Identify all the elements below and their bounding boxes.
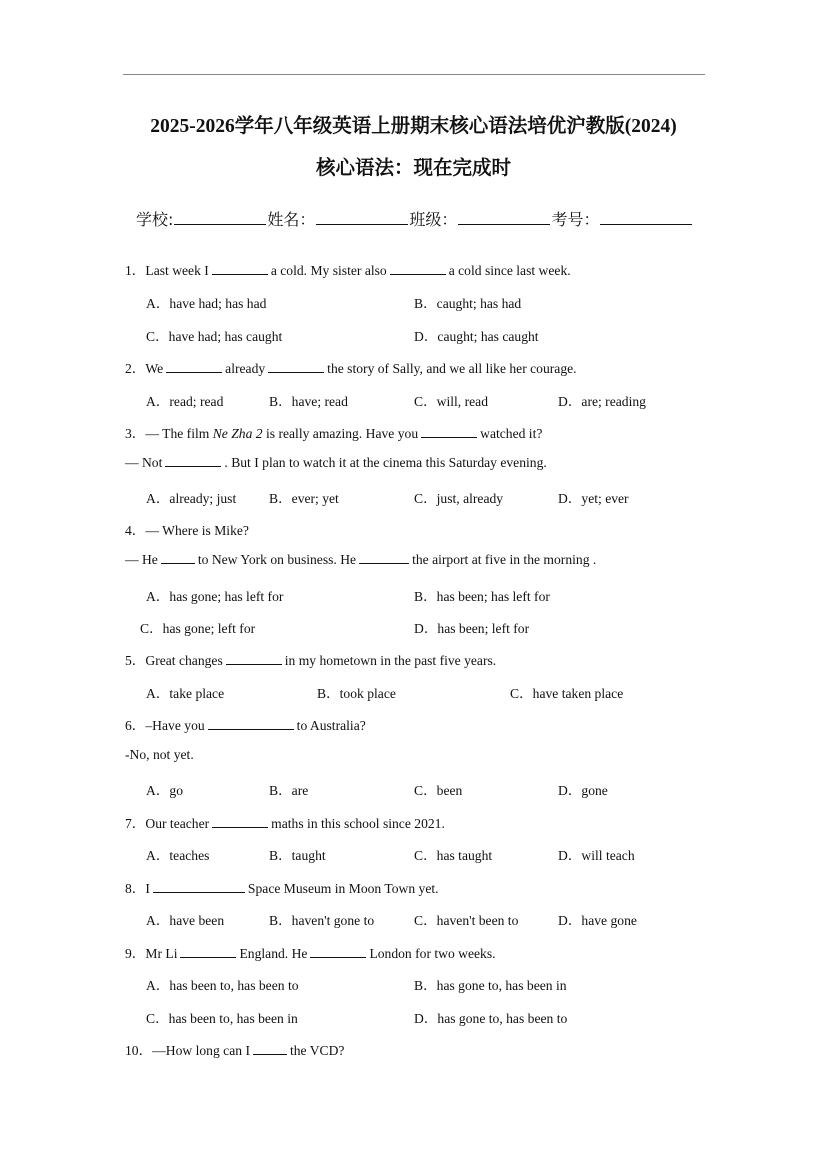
q10-text-a: 10．—How long can I — [125, 1043, 250, 1058]
number-field[interactable] — [600, 210, 692, 225]
q9-option-c[interactable]: C．has been to, has been in — [146, 1011, 298, 1026]
question-7 — [125, 812, 445, 832]
q7-option-c[interactable]: C．has taught — [414, 848, 493, 863]
question-8 — [125, 877, 439, 897]
q1-text-b: a cold. My sister also — [270, 263, 387, 278]
q3-text-a: 3．— The film — [125, 426, 210, 441]
q7-option-a[interactable]: A．teaches — [146, 848, 210, 863]
q6-text-a: 6．–Have you — [125, 718, 205, 733]
q10-text-b: the VCD? — [289, 1043, 345, 1058]
q8-option-c[interactable]: C．haven't been to — [414, 913, 519, 928]
q6-option-d[interactable]: D．gone — [558, 783, 608, 798]
q3-text-c: watched it? — [480, 426, 543, 441]
name-field[interactable] — [316, 210, 408, 225]
question-1 — [125, 259, 571, 279]
q7-blank-1[interactable] — [212, 817, 268, 828]
q9-blank-2[interactable] — [310, 947, 366, 958]
q4-option-b[interactable]: B．has been; has left for — [414, 589, 550, 604]
question-4-reply — [125, 552, 596, 568]
q3-option-b[interactable]: B．ever; yet — [269, 491, 339, 506]
q6-text-b: to Australia? — [296, 718, 366, 733]
q5-text-a: 5．Great changes — [125, 653, 223, 668]
q4-option-d[interactable]: D．has been; left for — [414, 621, 530, 636]
q4-text-b: — He — [125, 552, 158, 567]
q7-text-b: maths in this school since 2021. — [271, 816, 445, 831]
question-5 — [125, 649, 496, 669]
q4-text-c: to New York on business. He — [197, 552, 357, 567]
q9-text-a: 9．Mr Li — [125, 946, 178, 961]
q2-option-d[interactable]: D．are; reading — [558, 394, 646, 409]
q8-option-b[interactable]: B．haven't gone to — [269, 913, 375, 928]
q2-option-c[interactable]: C．will, read — [414, 394, 488, 409]
q2-text-b: already — [225, 361, 266, 376]
question-3 — [125, 422, 542, 442]
question-4: 4．— Where is Mike? — [125, 523, 249, 538]
question-6 — [125, 714, 366, 734]
question-10 — [125, 1039, 344, 1059]
q10-blank-1[interactable] — [253, 1044, 287, 1055]
question-6-reply: -No, not yet. — [125, 747, 194, 762]
header-rule — [123, 74, 705, 75]
school-field[interactable] — [174, 210, 266, 225]
q2-text-c: the story of Sally, and we all like her courage. — [327, 361, 577, 376]
q4-blank-1[interactable] — [161, 553, 195, 564]
q2-option-b[interactable]: B．have; read — [269, 394, 348, 409]
q2-option-a[interactable]: A．read; read — [146, 394, 224, 409]
q8-text-b: Space Museum in Moon Town yet. — [247, 881, 439, 896]
q8-blank-1[interactable] — [153, 882, 245, 893]
q3-text-e: . But I plan to watch it at the cinema this Saturday evening. — [224, 455, 547, 470]
q7-text-a: 7．Our teacher — [125, 816, 210, 831]
q5-option-c[interactable]: C．have taken place — [510, 686, 624, 701]
q1-option-c[interactable]: C．have had; has caught — [146, 329, 283, 344]
q4-option-c[interactable]: C．has gone; left for — [140, 621, 256, 636]
q1-blank-1[interactable] — [212, 264, 268, 275]
q1-blank-2[interactable] — [390, 264, 446, 275]
question-2 — [125, 357, 577, 377]
q9-option-b[interactable]: B．has gone to, has been in — [414, 978, 567, 993]
q6-blank-1[interactable] — [208, 719, 294, 730]
q8-option-a[interactable]: A．have been — [146, 913, 225, 928]
q3-blank-2[interactable] — [165, 456, 221, 467]
q1-text-c: a cold since last week. — [448, 263, 571, 278]
q7-option-d[interactable]: D．will teach — [558, 848, 635, 863]
q6-option-c[interactable]: C．been — [414, 783, 463, 798]
name-label: 姓名： — [267, 210, 316, 229]
q1-option-a[interactable]: A．have had; has had — [146, 296, 267, 311]
q6-option-a[interactable]: A．go — [146, 783, 184, 798]
q2-text-a: 2．We — [125, 361, 164, 376]
page-subtitle: 核心语法：现在完成时 — [315, 158, 511, 179]
school-label: 学校: — [136, 210, 174, 229]
q5-text-b: in my hometown in the past five years. — [284, 653, 497, 668]
q2-blank-1[interactable] — [166, 362, 222, 373]
number-label: 考号： — [551, 210, 600, 229]
q3-option-c[interactable]: C．just, already — [414, 491, 504, 506]
question-9 — [125, 942, 496, 962]
q3-option-d[interactable]: D．yet; ever — [558, 491, 629, 506]
q4-text-d: the airport at five in the morning . — [412, 552, 597, 567]
q4-blank-2[interactable] — [359, 553, 409, 564]
class-field[interactable] — [458, 210, 550, 225]
q9-option-d[interactable]: D．has gone to, has been to — [414, 1011, 568, 1026]
q8-text-a: 8．I — [125, 881, 150, 896]
q1-option-b[interactable]: B．caught; has had — [414, 296, 522, 311]
q3-option-a[interactable]: A．already; just — [146, 491, 237, 506]
question-3-reply — [125, 455, 547, 471]
q9-text-b: England. He — [239, 946, 308, 961]
q1-text-a: 1．Last week I — [125, 263, 209, 278]
q3-text-d: — Not — [125, 455, 163, 470]
q3-blank-1[interactable] — [421, 427, 477, 438]
q1-option-d[interactable]: D．caught; has caught — [414, 329, 539, 344]
q3-text-b: is really amazing. Have you — [266, 426, 419, 441]
q8-option-d[interactable]: D．have gone — [558, 913, 637, 928]
q9-option-a[interactable]: A．has been to, has been to — [146, 978, 299, 993]
class-label: 班级： — [409, 210, 458, 229]
q9-blank-1[interactable] — [180, 947, 236, 958]
student-info-row — [136, 207, 693, 230]
page-title: 2025-2026学年八年级英语上册期末核心语法培优沪教版(2024) — [150, 116, 677, 137]
q3-film-title: Ne Zha 2 — [212, 426, 263, 441]
q5-option-a[interactable]: A．take place — [146, 686, 225, 701]
q9-text-c: London for two weeks. — [369, 946, 496, 961]
q4-option-a[interactable]: A．has gone; has left for — [146, 589, 284, 604]
q7-option-b[interactable]: B．taught — [269, 848, 326, 863]
q2-blank-2[interactable] — [268, 362, 324, 373]
q5-blank-1[interactable] — [226, 654, 282, 665]
q6-option-b[interactable]: B．are — [269, 783, 309, 798]
q5-option-b[interactable]: B．took place — [317, 686, 396, 701]
